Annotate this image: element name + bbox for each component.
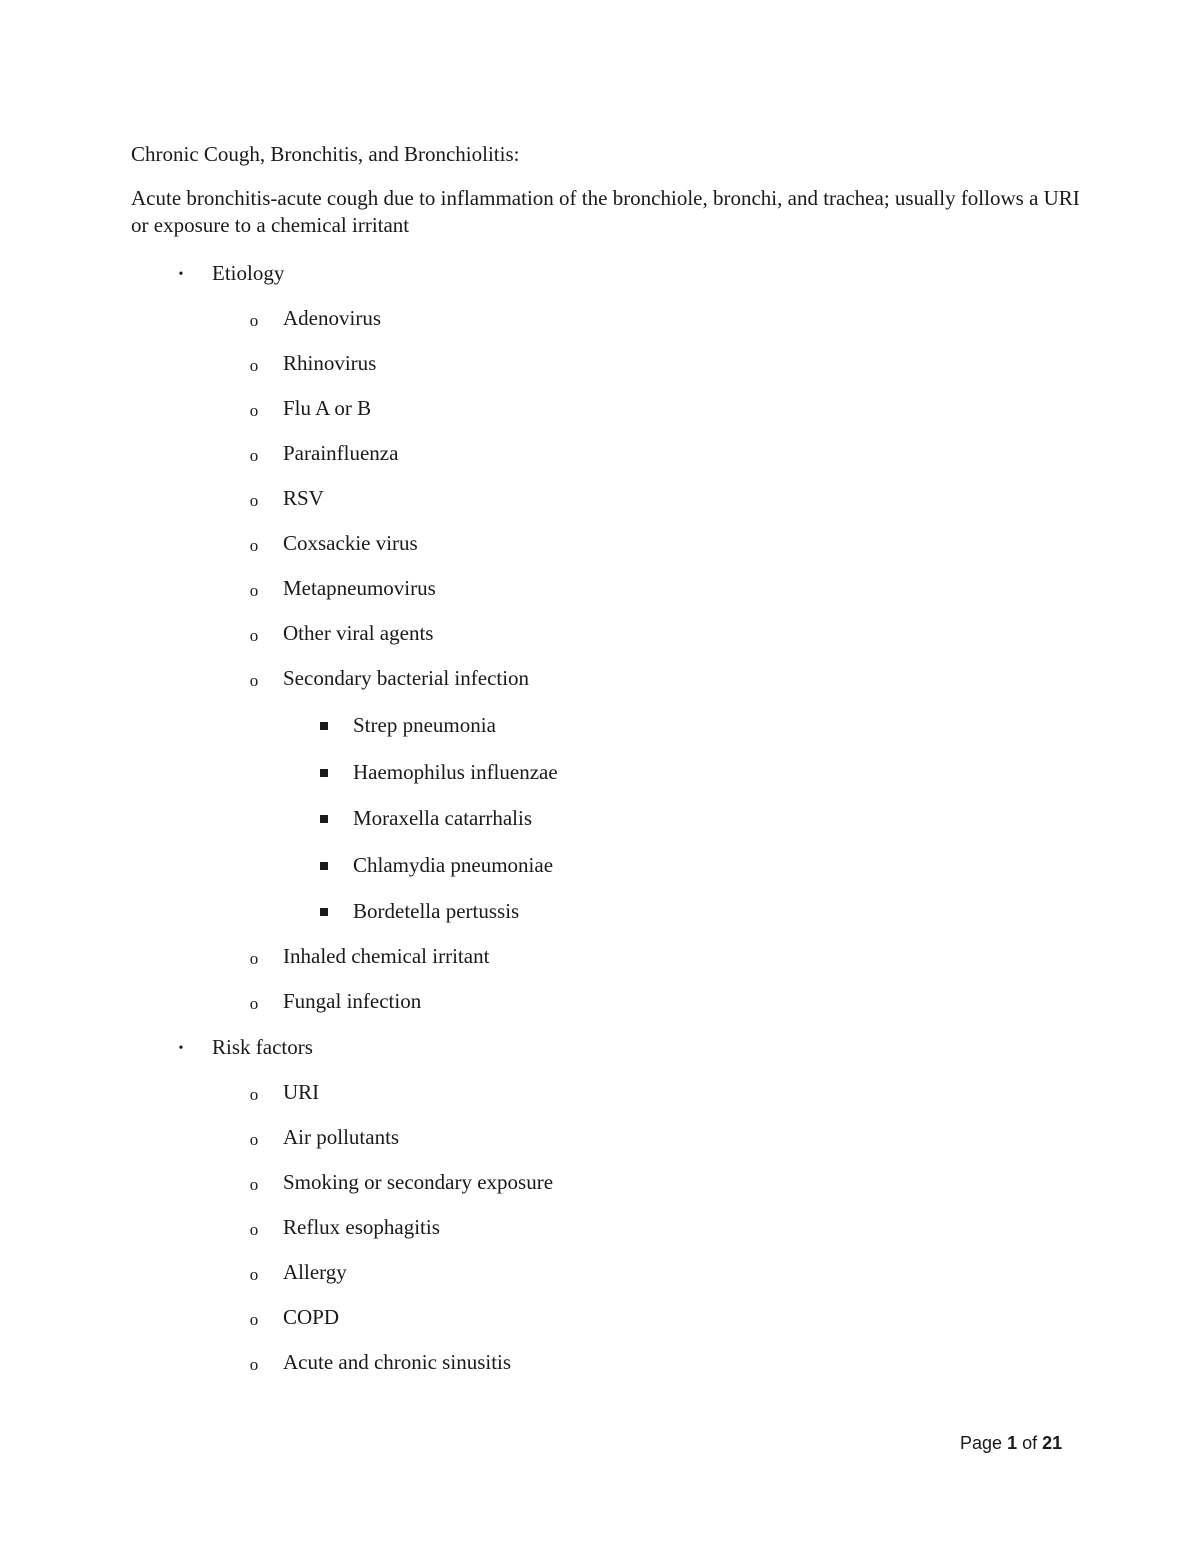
page-total: 21 bbox=[1042, 1433, 1063, 1453]
section-heading: Risk factors bbox=[212, 1034, 313, 1059]
intro-paragraph: Acute bronchitis-acute cough due to inflammation of the bronchiole, bronchi, and trachea; usually follows a URI or exposure to a chemical irritant bbox=[131, 186, 1080, 237]
bullet-dot-icon: • bbox=[178, 1040, 184, 1056]
bullet-circle-icon: o bbox=[249, 993, 259, 1013]
list-item: RSV bbox=[283, 486, 324, 510]
list-item: Inhaled chemical irritant bbox=[283, 943, 490, 968]
section-heading: Etiology bbox=[212, 261, 285, 285]
list-item: Coxsackie virus bbox=[283, 531, 418, 555]
bullet-square-icon bbox=[320, 908, 328, 916]
bullet-dot-icon: • bbox=[178, 267, 184, 282]
list-item: Rhinovirus bbox=[283, 351, 377, 375]
bullet-circle-icon: o bbox=[249, 1264, 259, 1284]
page-prefix: Page bbox=[960, 1433, 1003, 1453]
bullet-circle-icon: o bbox=[249, 1084, 259, 1104]
bullet-square-icon bbox=[320, 862, 328, 870]
list-item: Secondary bacterial infection bbox=[283, 666, 530, 690]
bullet-square-icon bbox=[320, 815, 328, 823]
list-item: Flu A or B bbox=[283, 396, 372, 420]
sub-list-item: Bordetella pertussis bbox=[353, 899, 520, 923]
bullet-circle-icon: o bbox=[249, 1174, 259, 1194]
list-item: Smoking or secondary exposure bbox=[283, 1169, 554, 1194]
bullet-circle-icon: o bbox=[249, 581, 259, 600]
list-item: Metapneumovirus bbox=[283, 576, 436, 600]
bullet-circle-icon: o bbox=[249, 446, 259, 465]
list-item: URI bbox=[283, 1079, 320, 1104]
bullet-circle-icon: o bbox=[249, 1219, 259, 1239]
bullet-square-icon bbox=[320, 722, 328, 730]
bullet-circle-icon: o bbox=[249, 671, 259, 690]
bullet-circle-icon: o bbox=[249, 1129, 259, 1149]
bullet-circle-icon: o bbox=[249, 311, 259, 330]
bullet-square-icon bbox=[320, 769, 328, 777]
bullet-circle-icon: o bbox=[249, 536, 259, 555]
sub-list-item: Haemophilus influenzae bbox=[353, 759, 558, 784]
bullet-circle-icon: o bbox=[249, 491, 259, 510]
list-item: Parainfluenza bbox=[283, 441, 399, 465]
sub-list-item: Moraxella catarrhalis bbox=[353, 806, 532, 830]
page-current: 1 bbox=[1007, 1433, 1018, 1453]
list-item: Acute and chronic sinusitis bbox=[283, 1349, 512, 1374]
bullet-circle-icon: o bbox=[249, 948, 259, 968]
document-title: Chronic Cough, Bronchitis, and Bronchiolitis: bbox=[131, 142, 520, 166]
sub-list-item: Chlamydia pneumoniae bbox=[353, 852, 554, 877]
bullet-circle-icon: o bbox=[249, 1354, 259, 1374]
list-item: Adenovirus bbox=[283, 306, 381, 330]
list-item: Fungal infection bbox=[283, 988, 422, 1013]
bullet-circle-icon: o bbox=[249, 356, 259, 375]
page-number bbox=[960, 1430, 1070, 1456]
bullet-circle-icon: o bbox=[249, 626, 259, 645]
list-item: Other viral agents bbox=[283, 621, 434, 645]
bullet-circle-icon: o bbox=[249, 401, 259, 420]
sub-list-item: Strep pneumonia bbox=[353, 713, 496, 737]
list-item: Reflux esophagitis bbox=[283, 1214, 440, 1239]
page-of: of bbox=[1022, 1433, 1038, 1453]
list-item: Allergy bbox=[283, 1259, 347, 1284]
list-item: Air pollutants bbox=[283, 1124, 400, 1149]
bullet-circle-icon: o bbox=[249, 1309, 259, 1329]
list-item: COPD bbox=[283, 1304, 340, 1329]
